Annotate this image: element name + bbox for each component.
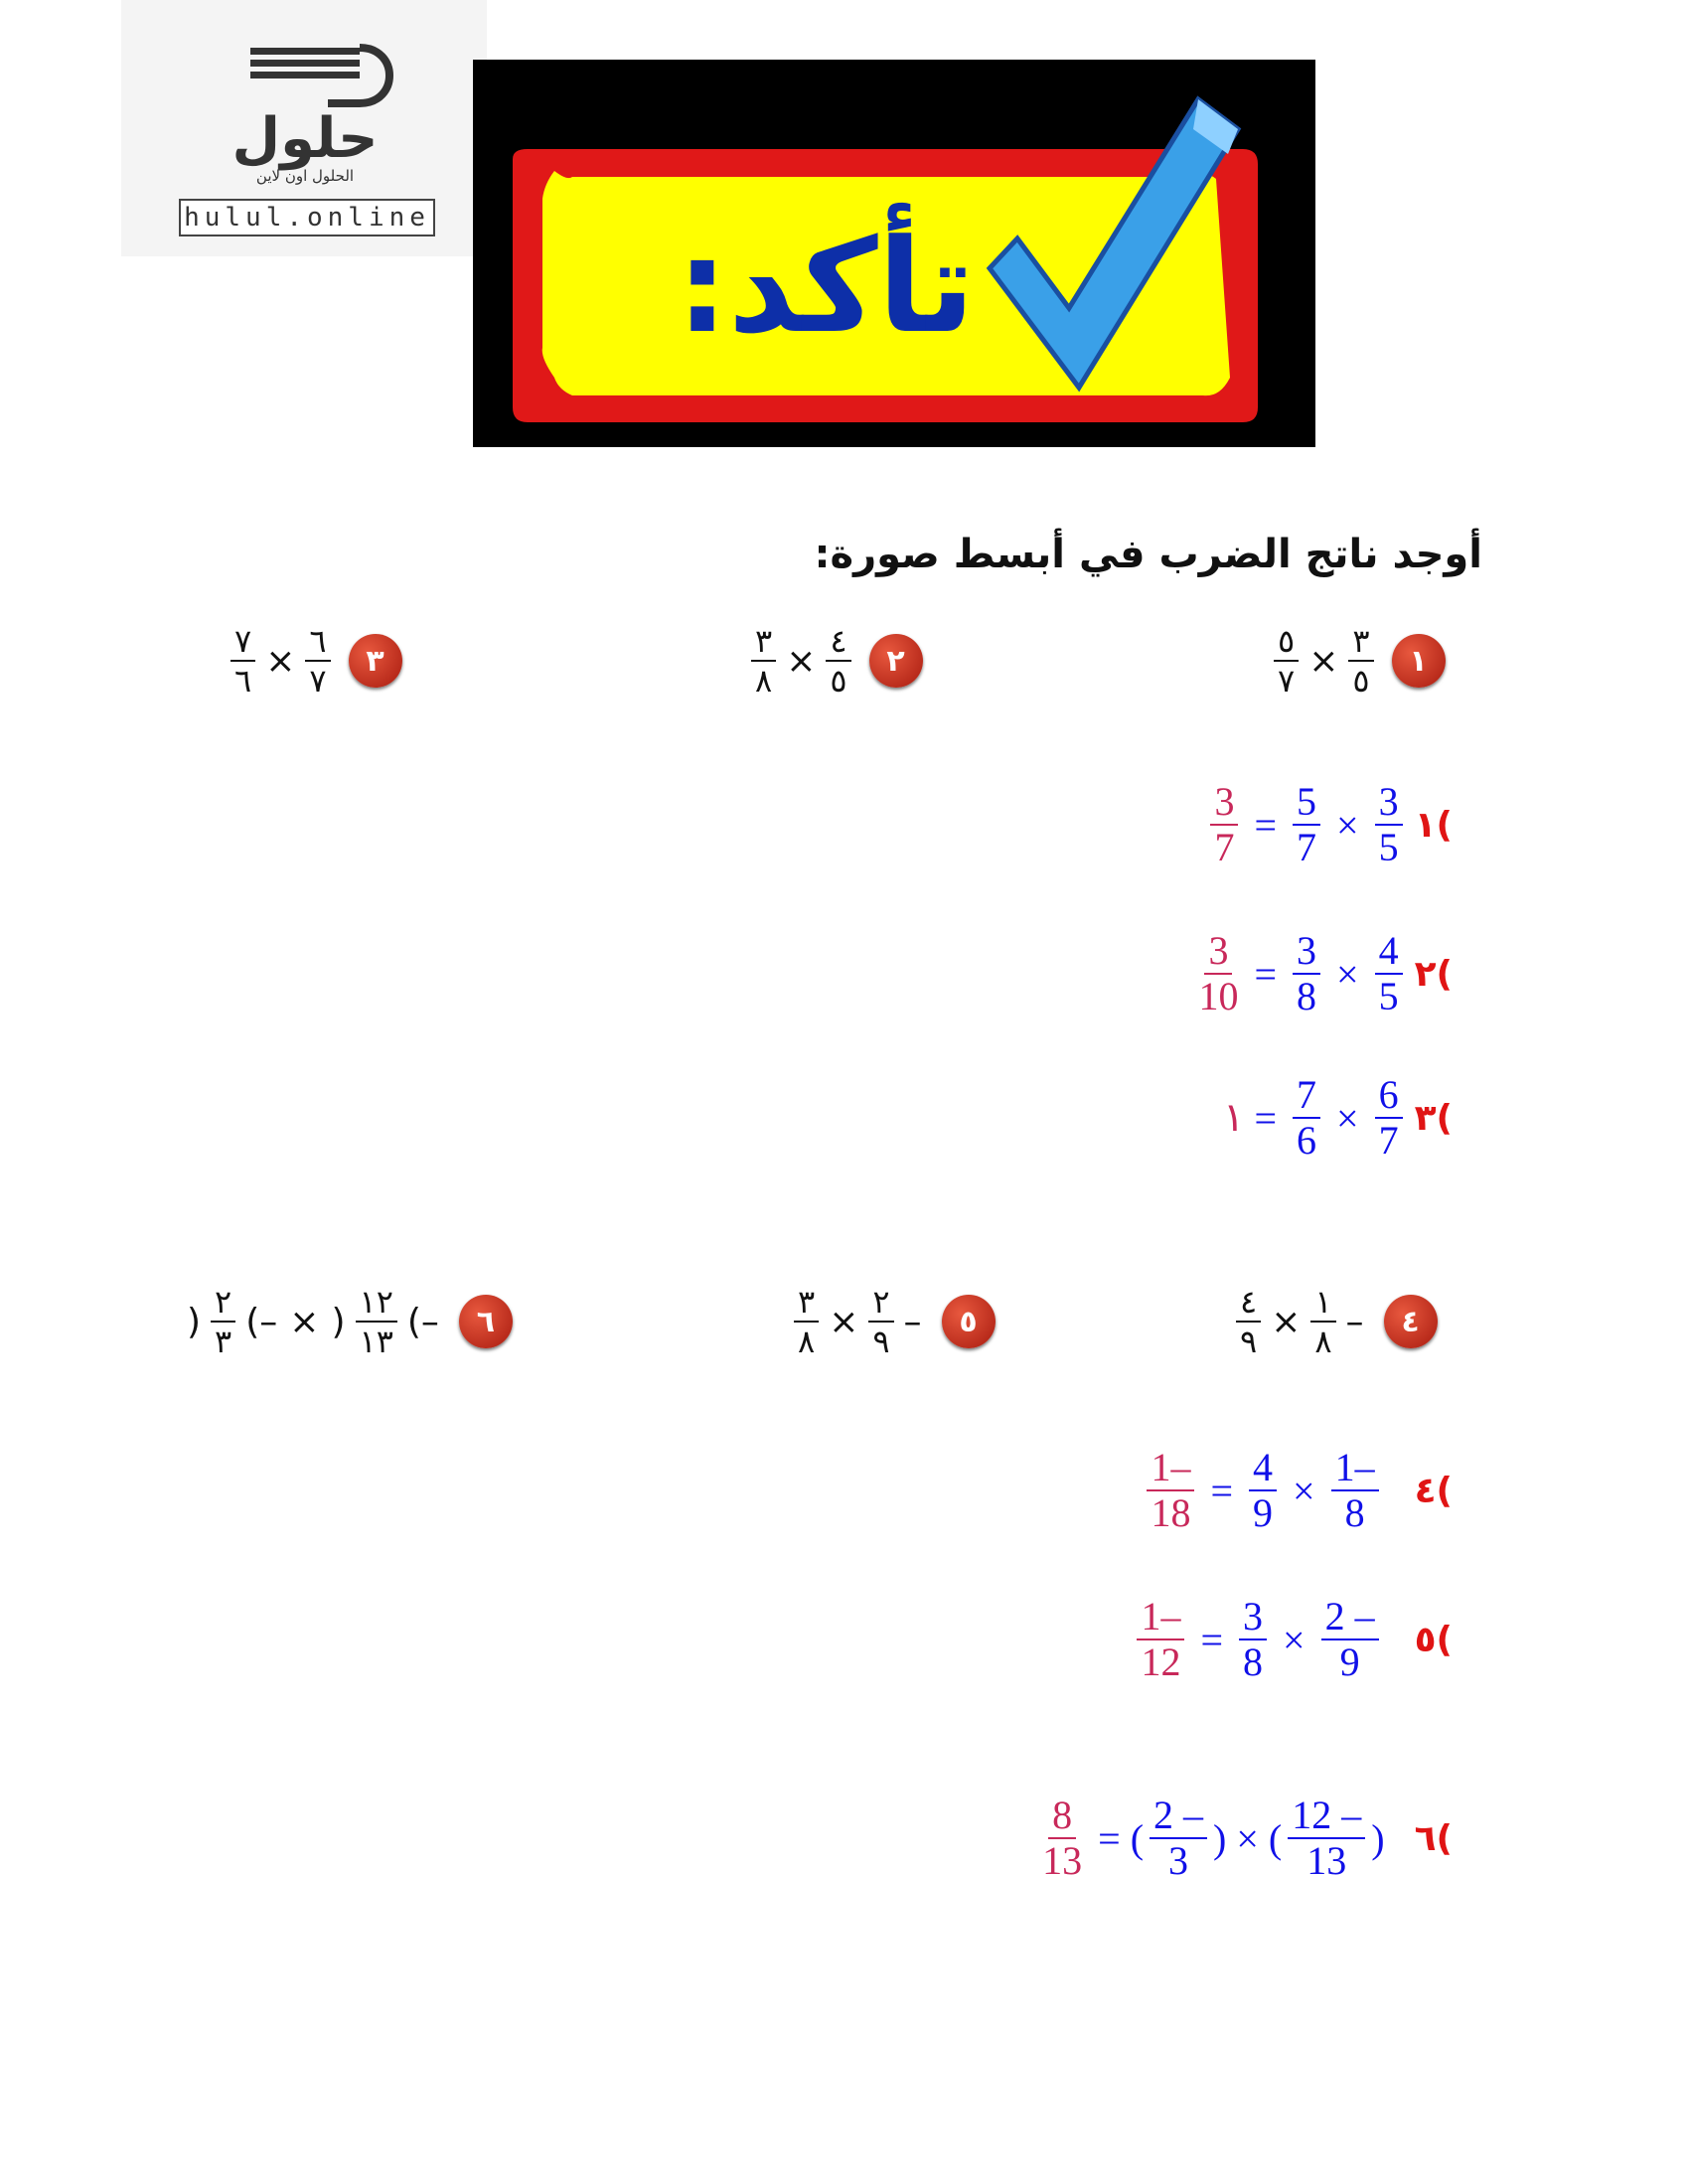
- answer-label: ٦(: [1414, 1817, 1453, 1859]
- result-fraction: $\frac{3}{7}$: [1210, 780, 1238, 869]
- fraction: $\frac{٤}{٥}$: [826, 622, 850, 700]
- fraction: $\frac{3}{8}$: [1293, 929, 1320, 1018]
- paren: ): [1371, 1815, 1385, 1861]
- answer-6: [1036, 1789, 1453, 1888]
- paren: ): [187, 1301, 202, 1342]
- fraction: $\frac{٣}{٥}$: [1348, 622, 1373, 700]
- times-sign: ×: [1308, 640, 1339, 682]
- hulul-logo: [121, 0, 487, 256]
- fraction: $\frac{6}{7}$: [1375, 1073, 1403, 1163]
- fraction: $\frac{٥}{٧}$: [1274, 622, 1299, 700]
- answer-label: ٢(: [1414, 953, 1453, 995]
- fraction: $\frac{١}{٨}$: [1310, 1283, 1335, 1360]
- exercise-number-badge: ٣: [349, 634, 402, 688]
- paren: ): [331, 1301, 346, 1342]
- confirm-banner: [473, 60, 1315, 447]
- answer-label: ١(: [1414, 804, 1453, 846]
- fraction: $\frac{٣}{٨}$: [751, 622, 776, 700]
- result-fraction: $\frac{1-}{12}$: [1137, 1595, 1184, 1684]
- result-fraction: $\frac{8}{13}$: [1042, 1793, 1083, 1883]
- answer-3: [1223, 1068, 1453, 1168]
- fraction: $\frac{٢}{٩}$: [868, 1283, 893, 1360]
- answer-label: ٤(: [1414, 1470, 1453, 1511]
- fraction: $\frac{7}{6}$: [1293, 1073, 1320, 1163]
- times-sign: ×: [829, 1301, 859, 1342]
- banner-title: تأكد:: [676, 211, 976, 362]
- times-sign: ×: [265, 640, 296, 682]
- equals-sign: =: [1254, 802, 1277, 848]
- paren: (: [1130, 1815, 1145, 1861]
- times-sign: ×: [289, 1301, 320, 1342]
- result-fraction: $\frac{3}{10}$: [1198, 928, 1239, 1018]
- fraction: $\frac{3}{8}$: [1239, 1595, 1267, 1684]
- equals-sign: =: [1210, 1468, 1233, 1513]
- fraction: $\frac{2 -}{9}$: [1321, 1595, 1379, 1684]
- paren: (–: [245, 1301, 278, 1342]
- times-sign: ×: [1283, 1617, 1305, 1662]
- instruction: أوجد ناتج الضرب في أبسط صورة:: [814, 532, 1482, 577]
- fraction: 12 – 13: [1288, 1794, 1365, 1883]
- logo-tagline: الحلول اون لاين: [255, 167, 355, 185]
- exercise-number-badge: ٢: [869, 634, 923, 688]
- paren: ): [1213, 1815, 1227, 1861]
- exercise-5: [790, 1277, 996, 1366]
- times-sign: ×: [1271, 1301, 1302, 1342]
- exercise-6: [181, 1277, 513, 1366]
- answer-2: [1192, 924, 1453, 1023]
- times-sign: ×: [1336, 802, 1359, 848]
- logo-mark: [211, 40, 399, 189]
- answer-4: [1141, 1441, 1453, 1540]
- logo-brand: حلول: [231, 106, 379, 171]
- fraction: $\frac{1-}{8}$: [1331, 1446, 1379, 1535]
- fraction: 2 – 3: [1150, 1794, 1207, 1883]
- answer-5: [1131, 1590, 1453, 1689]
- times-sign: ×: [786, 640, 817, 682]
- equals-sign: =: [1200, 1617, 1223, 1662]
- fraction: $\frac{٦}{٧}$: [305, 622, 330, 700]
- fraction: $\frac{4}{9}$: [1249, 1446, 1277, 1535]
- exercise-number-badge: ٥: [942, 1295, 996, 1348]
- exercise-number-badge: ٦: [459, 1295, 513, 1348]
- logo-url: hulul.online: [179, 199, 435, 236]
- result-integer: ١: [1222, 1095, 1245, 1141]
- equals-sign: =: [1254, 1095, 1277, 1141]
- answer-1: [1204, 775, 1453, 874]
- equals-sign: =: [1098, 1815, 1121, 1861]
- times-sign: ×: [1336, 951, 1359, 997]
- exercise-2: [747, 616, 923, 705]
- exercise-3: [227, 616, 402, 705]
- exercise-1: [1270, 616, 1446, 705]
- answer-label: ٣(: [1414, 1097, 1453, 1139]
- minus-sign: –: [903, 1301, 922, 1342]
- fraction: $\frac{5}{7}$: [1293, 780, 1320, 869]
- result-fraction: $\frac{1-}{18}$: [1147, 1446, 1194, 1535]
- answer-label: ٥(: [1414, 1619, 1453, 1660]
- times-sign: ×: [1336, 1095, 1359, 1141]
- exercise-4: [1232, 1277, 1438, 1366]
- exercise-number-badge: ٤: [1384, 1295, 1438, 1348]
- fraction: $\frac{3}{5}$: [1375, 780, 1403, 869]
- minus-sign: –: [1345, 1301, 1364, 1342]
- fraction: $\frac{٢}{٣}$: [211, 1283, 235, 1360]
- fraction: $\frac{4}{5}$: [1375, 929, 1403, 1018]
- equals-sign: =: [1254, 951, 1277, 997]
- times-sign: ×: [1293, 1468, 1315, 1513]
- paren: (–: [406, 1301, 439, 1342]
- paren: (: [1268, 1815, 1283, 1861]
- fraction: $\frac{٤}{٩}$: [1236, 1283, 1261, 1360]
- times-sign: ×: [1236, 1815, 1259, 1861]
- fraction: $\frac{٣}{٨}$: [794, 1283, 819, 1360]
- fraction: $\frac{٧}{٦}$: [230, 622, 255, 700]
- exercise-number-badge: ١: [1392, 634, 1446, 688]
- fraction: $\frac{١٢}{١٣}$: [356, 1283, 397, 1360]
